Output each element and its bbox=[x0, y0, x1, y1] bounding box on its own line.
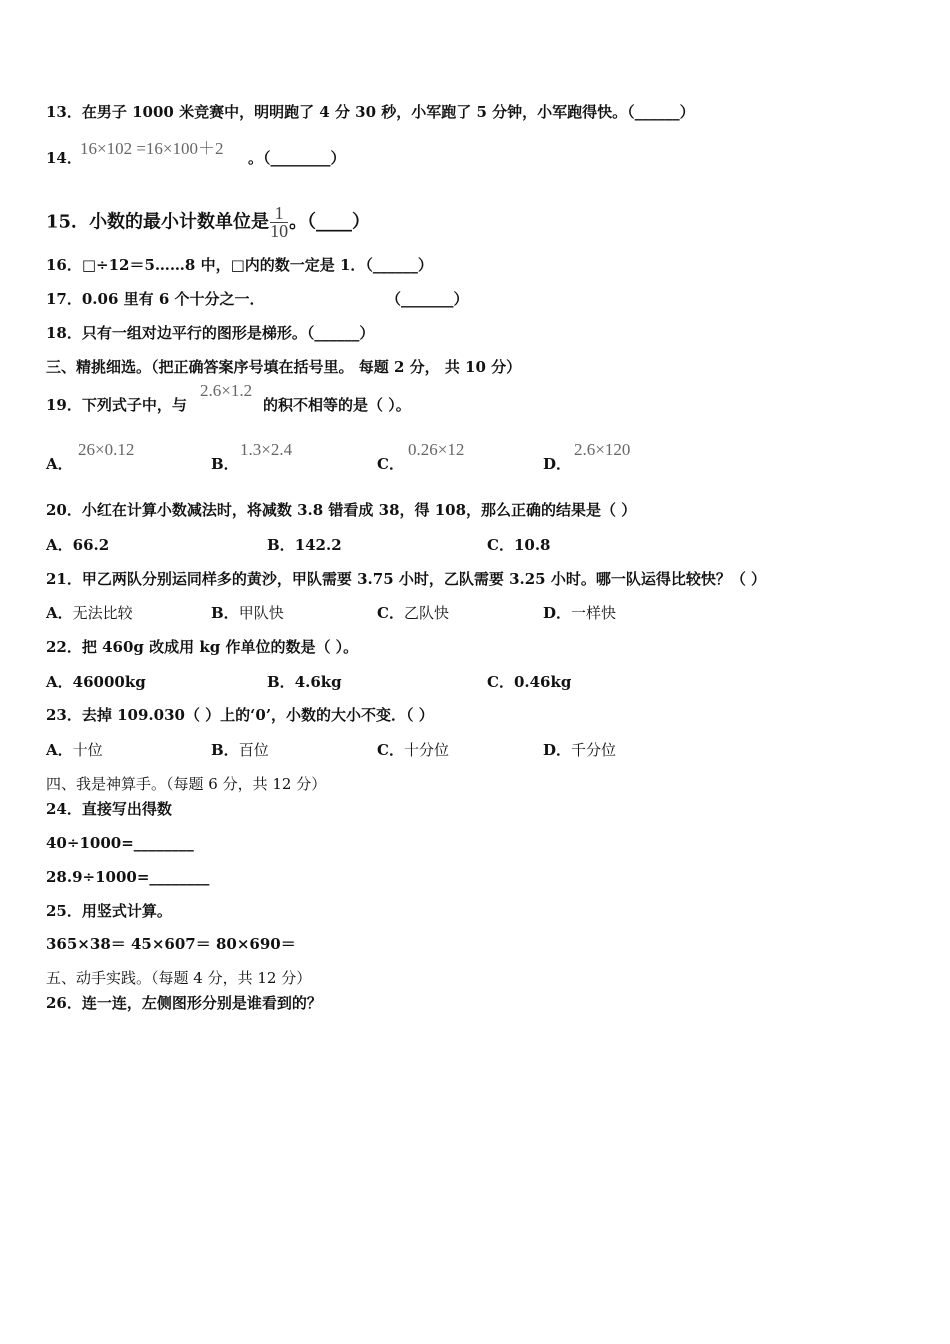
question-15 bbox=[46, 205, 370, 240]
question-16 bbox=[46, 255, 433, 275]
option-a bbox=[46, 603, 133, 623]
question-text: 连一连，左侧图形分别是谁看到的？ bbox=[81, 994, 322, 1012]
option-label: B． bbox=[211, 741, 239, 759]
option-d-value: 2.6×120 bbox=[574, 440, 631, 459]
question-number: 16． bbox=[46, 256, 82, 274]
option-c bbox=[377, 740, 449, 760]
fraction bbox=[270, 205, 288, 240]
calc-item-1: 40÷1000=________ bbox=[46, 834, 194, 852]
option-label: C． bbox=[377, 604, 404, 622]
fraction-denominator: 10 bbox=[270, 221, 289, 241]
question-number: 15． bbox=[46, 211, 90, 233]
option-label: D． bbox=[543, 741, 572, 759]
question-text: 去掉 109.030（ ）上的‘0’，小数的大小不变．（ ） bbox=[81, 706, 434, 724]
option-label: D． bbox=[543, 604, 572, 622]
question-text: 用竖式计算。 bbox=[81, 902, 172, 920]
question-text: □÷12＝5……8 中，□内的数一定是 1．（______） bbox=[81, 256, 433, 274]
section-heading-5: 五、动手实践。（每题 4 分，共 12 分） bbox=[46, 969, 312, 987]
question-23 bbox=[46, 705, 434, 725]
calc-item-2: 28.9÷1000=________ bbox=[46, 868, 210, 886]
question-19 bbox=[46, 395, 187, 415]
option-d bbox=[543, 740, 616, 760]
option-b-value: 1.3×2.4 bbox=[240, 440, 293, 459]
question-25 bbox=[46, 901, 172, 921]
question-text: 甲乙两队分别运同样多的黄沙，甲队需要 3.75 小时，乙队需要 3.25 小时。哪一队运得比较快？（ ） bbox=[81, 570, 767, 588]
option-value: 十分位 bbox=[403, 741, 449, 759]
question-text: 下列式子中，与 bbox=[81, 396, 187, 414]
question-text: 把 460g 改成用 kg 作单位的数是（ ）。 bbox=[81, 638, 359, 656]
question-13 bbox=[46, 102, 695, 122]
option-a bbox=[46, 740, 103, 760]
section-heading-4: 四、我是神算手。（每题 6 分，共 12 分） bbox=[46, 775, 327, 793]
option-value: 百位 bbox=[238, 741, 269, 759]
option-label: A． bbox=[46, 536, 73, 554]
option-b bbox=[267, 672, 342, 692]
question-number: 18． bbox=[46, 324, 82, 342]
question-text: 小红在计算小数减法时，将减数 3.8 错看成 38，得 108，那么正确的结果是（ ） bbox=[81, 501, 637, 519]
section-heading-3: 三、精挑细选。（把正确答案序号填在括号里。 每题 2 分， 共 10 分） bbox=[46, 358, 522, 376]
formula: 2.6×1.2 bbox=[200, 381, 253, 400]
option-value: 一样快 bbox=[571, 604, 617, 622]
option-value: 千分位 bbox=[571, 741, 617, 759]
option-c bbox=[377, 603, 449, 623]
option-a bbox=[46, 672, 146, 692]
option-value: 142.2 bbox=[294, 536, 342, 554]
option-label: C． bbox=[487, 673, 514, 691]
option-label: C． bbox=[487, 536, 514, 554]
option-a bbox=[46, 535, 109, 555]
option-value: 0.46kg bbox=[513, 673, 572, 691]
question-24 bbox=[46, 799, 172, 819]
question-text: 只有一组对边平行的图形是梯形。（______） bbox=[81, 324, 375, 342]
option-value: 十位 bbox=[72, 741, 103, 759]
question-text: 0.06 里有 6 个十分之一． bbox=[81, 290, 265, 308]
option-value: 46000kg bbox=[72, 673, 146, 691]
question-14-tail bbox=[248, 148, 346, 168]
fraction-numerator: 1 bbox=[270, 205, 288, 223]
option-label: B． bbox=[267, 673, 295, 691]
question-text: 直接写出得数 bbox=[81, 800, 172, 818]
option-value: 66.2 bbox=[72, 536, 110, 554]
question-number: 26． bbox=[46, 994, 82, 1012]
question-number: 14． bbox=[46, 149, 82, 167]
option-c bbox=[487, 672, 571, 692]
option-label: A． bbox=[46, 741, 73, 759]
question-20 bbox=[46, 500, 636, 520]
option-a-label: A． bbox=[46, 455, 73, 473]
question-number: 17． bbox=[46, 290, 82, 308]
option-value: 无法比较 bbox=[72, 604, 133, 622]
question-number: 20． bbox=[46, 501, 82, 519]
answer-blank: （______） bbox=[627, 103, 695, 121]
option-d bbox=[543, 603, 616, 623]
answer-blank: 。（____） bbox=[289, 211, 371, 233]
option-label: C． bbox=[377, 741, 404, 759]
option-label: B． bbox=[267, 536, 295, 554]
question-number: 25． bbox=[46, 902, 82, 920]
option-value: 4.6kg bbox=[294, 673, 342, 691]
question-text-tail: 的积不相等的是（ ）。 bbox=[263, 396, 411, 414]
option-label: A． bbox=[46, 673, 73, 691]
question-number: 24． bbox=[46, 800, 82, 818]
question-19-tail bbox=[263, 395, 411, 415]
question-18 bbox=[46, 323, 374, 343]
question-14 bbox=[46, 148, 82, 168]
answer-blank: （_______） bbox=[386, 290, 469, 308]
option-b-label: B． bbox=[211, 455, 239, 473]
option-c-label: C． bbox=[377, 455, 404, 473]
question-text: 小数的最小计数单位是 bbox=[89, 211, 270, 233]
formula: 16×102 =16×100＋2 bbox=[80, 139, 224, 158]
question-21 bbox=[46, 569, 766, 589]
question-number: 22． bbox=[46, 638, 82, 656]
question-17-paren bbox=[386, 289, 469, 309]
option-value: 甲队快 bbox=[238, 604, 284, 622]
question-22 bbox=[46, 637, 358, 657]
question-number: 19． bbox=[46, 396, 82, 414]
vertical-calc-line: 365×38＝ 45×607＝ 80×690＝ bbox=[46, 935, 296, 953]
option-b bbox=[267, 535, 342, 555]
option-value: 10.8 bbox=[513, 536, 551, 554]
question-number: 23． bbox=[46, 706, 82, 724]
question-number: 21． bbox=[46, 570, 82, 588]
option-b bbox=[211, 603, 284, 623]
answer-blank: 。（________） bbox=[248, 149, 346, 167]
question-17 bbox=[46, 289, 265, 309]
option-label: A． bbox=[46, 604, 73, 622]
question-26 bbox=[46, 993, 322, 1013]
question-text: 在男子 1000 米竞赛中，明明跑了 4 分 30 秒，小军跑了 5 分钟，小军跑得快。 bbox=[81, 103, 628, 121]
option-label: B． bbox=[211, 604, 239, 622]
option-value: 乙队快 bbox=[403, 604, 449, 622]
option-a-value: 26×0.12 bbox=[78, 440, 135, 459]
option-c-value: 0.26×12 bbox=[408, 440, 465, 459]
option-b bbox=[211, 740, 269, 760]
option-d-label: D． bbox=[543, 455, 572, 473]
option-c bbox=[487, 535, 551, 555]
question-number: 13． bbox=[46, 103, 82, 121]
